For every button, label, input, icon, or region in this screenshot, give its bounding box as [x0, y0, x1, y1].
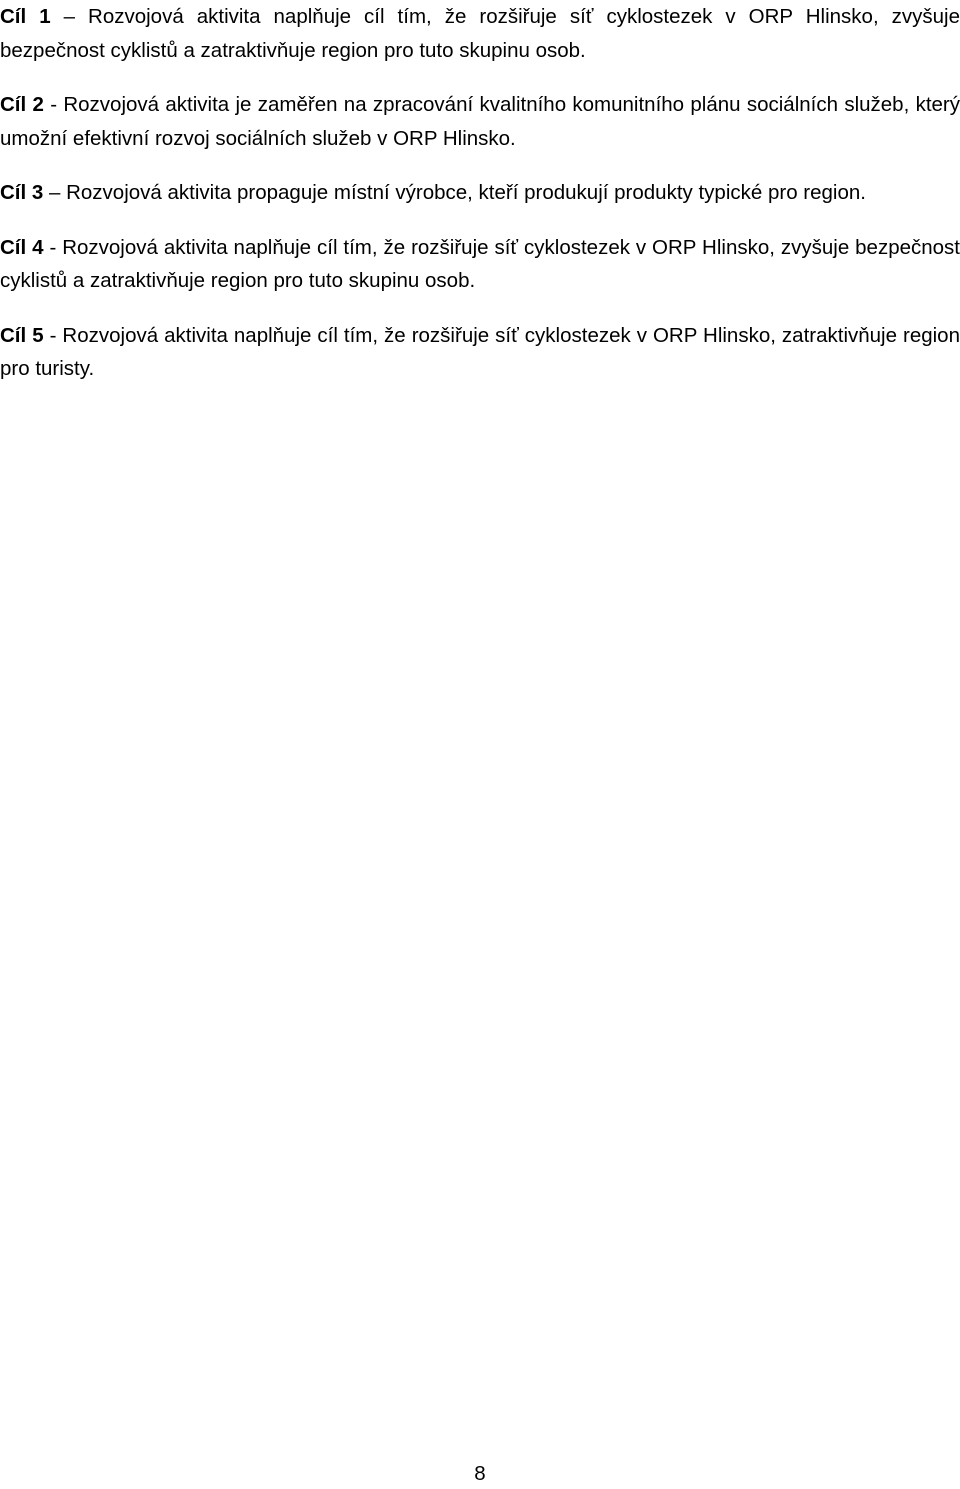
goal-3-label: Cíl 3 — [0, 181, 44, 204]
goal-2-label: Cíl 2 — [0, 93, 44, 116]
goal-1-paragraph — [0, 0, 960, 67]
document-body — [0, 0, 960, 407]
goal-2-paragraph — [0, 88, 960, 155]
goal-5-text: - Rozvojová aktivita naplňuje cíl tím, že rozšiřuje síť cyklostezek v ORP Hlinsko, zatraktivňuje region pro turisty. — [0, 323, 960, 380]
goal-5-label: Cíl 5 — [0, 323, 44, 347]
goal-4-label: Cíl 4 — [0, 235, 44, 259]
goal-4-text: - Rozvojová aktivita naplňuje cíl tím, že rozšiřuje síť cyklostezek v ORP Hlinsko, zvyšuje bezpečnost cyklistů a zatraktivňuje region pro tuto skupinu osob. — [0, 235, 960, 292]
page-number: 8 — [474, 1462, 486, 1485]
goal-3-paragraph — [0, 176, 960, 210]
goal-5-paragraph — [0, 319, 960, 386]
goal-1-text: – Rozvojová aktivita naplňuje cíl tím, že rozšiřuje síť cyklostezek v ORP Hlinsko, zvyšuje bezpečnost cyklistů a zatraktivňuje region pro tuto skupinu osob. — [0, 5, 960, 62]
goal-1-label: Cíl 1 — [0, 5, 51, 28]
goal-3-text: – Rozvojová aktivita propaguje místní výrobce, kteří produkují produkty typické pro region. — [43, 181, 866, 204]
goal-4-paragraph — [0, 231, 960, 298]
goal-2-text: - Rozvojová aktivita je zaměřen na zpracování kvalitního komunitního plánu sociálních služeb, který umožní efektivní rozvoj sociálních služeb v ORP Hlinsko. — [0, 93, 960, 150]
